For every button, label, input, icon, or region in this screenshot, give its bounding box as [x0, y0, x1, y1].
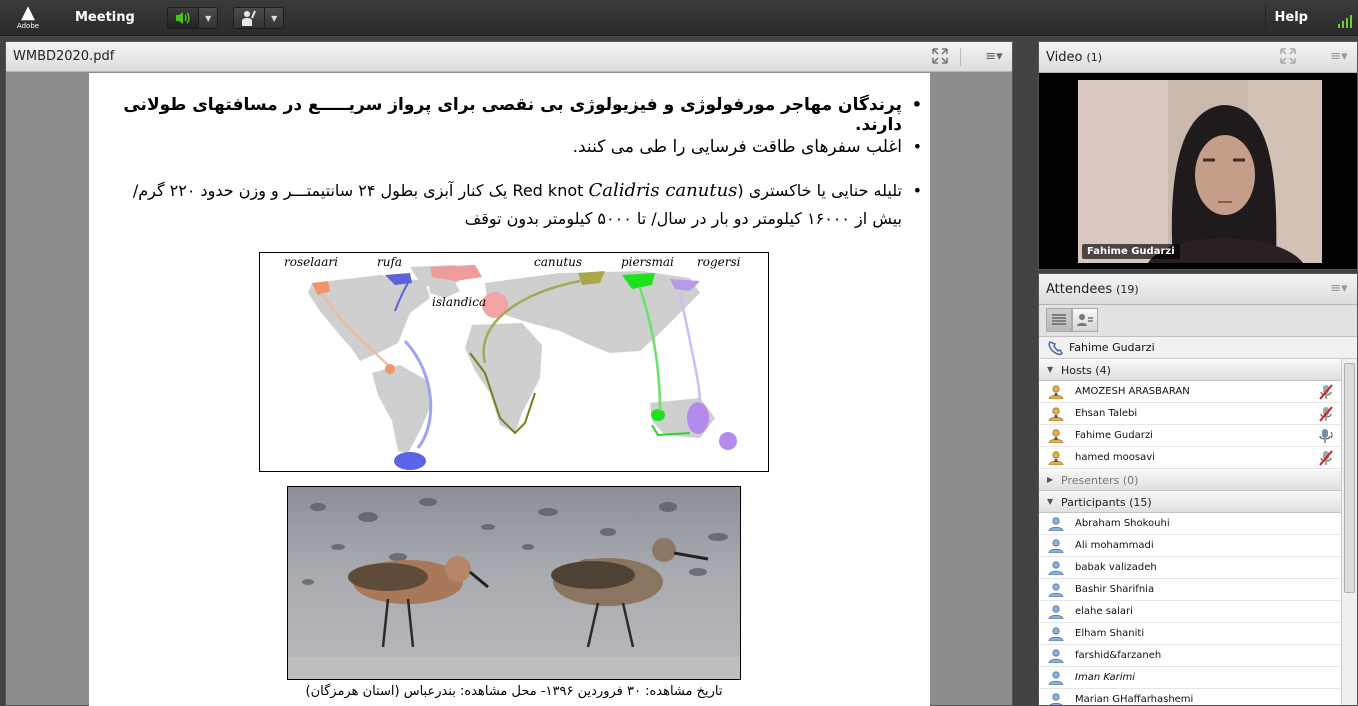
webcam-image [1078, 80, 1322, 263]
attendees-count: (19) [1116, 283, 1139, 296]
video-fullscreen-icon[interactable] [1279, 48, 1297, 66]
shorebird-photo-image [288, 487, 741, 680]
participant-name: farshid&farzaneh [1075, 650, 1162, 661]
slide-bullet-1: • پرندگان مهاجر مورفولوژی و فیزیولوژی بی نقصی برای پرواز سریـــــع در مسافتهای طولانی دارند. [123, 95, 922, 135]
webcam-feed [1078, 80, 1322, 263]
participant-user-icon [1048, 561, 1064, 575]
map-label-piersmai: piersmai [621, 255, 674, 269]
slide-bullet-3-post: یک کنار آبزی بطول ۲۴ سانتیمتـــر و وزن حدود ۲۲۰ گرم/ بیش از ۱۶۰۰۰ کیلومتر دو بار در سال/ تا ۵۰۰۰ کیلومتر بدون توقف [132, 181, 902, 228]
host-user-icon [1048, 451, 1064, 465]
participant-row[interactable] [1039, 689, 1341, 706]
share-pod-header [6, 42, 1012, 72]
participant-user-icon [1048, 517, 1064, 531]
list-view-button[interactable] [1046, 308, 1072, 332]
hosts-group-header[interactable] [1039, 359, 1341, 381]
attendee-list [1039, 359, 1341, 706]
adobe-logo-icon: ▲ [21, 2, 35, 23]
migration-map-figure [259, 252, 769, 472]
participant-user-icon [1048, 583, 1064, 597]
map-label-roselaari: roselaari [284, 255, 338, 269]
hosts-group-label: Hosts (4) [1061, 363, 1111, 377]
participant-user-icon [1048, 539, 1064, 553]
participant-row[interactable] [1039, 579, 1341, 601]
participant-name: Bashir Sharifnia [1075, 584, 1155, 595]
attendees-pod-title-text: Attendees [1046, 282, 1113, 297]
participants-list [1039, 513, 1341, 706]
speaker-dropdown-chevron-icon[interactable]: ▼ [205, 13, 212, 23]
expand-arrow-icon: ▼ [1047, 365, 1054, 374]
participant-name: Iman Karimi [1075, 672, 1136, 683]
speaker-toggle-button[interactable] [168, 8, 199, 28]
participants-group-label: Participants (15) [1061, 495, 1152, 509]
participant-row[interactable] [1039, 645, 1341, 667]
scrollbar-thumb[interactable] [1344, 363, 1355, 593]
photo-caption: تاریخ مشاهده: ۳۰ فروردین ۱۳۹۶- محل مشاهده: بندرعباس (استان هرمزگان) [305, 684, 723, 699]
microphone-muted-icon[interactable] [1319, 450, 1333, 466]
participant-name: elahe salari [1075, 606, 1133, 617]
microphone-muted-icon[interactable] [1319, 384, 1333, 400]
participant-row[interactable] [1039, 623, 1341, 645]
slide-bullet-1-text: پرندگان مهاجر مورفولوژی و فیزیولوژی بی نقصی برای پرواز سریـــــع در مسافتهای طولانی دارند. [123, 95, 902, 135]
map-label-canutus: canutus [534, 255, 583, 269]
host-row[interactable] [1039, 425, 1341, 447]
attendee-list-scrollbar[interactable] [1341, 359, 1357, 706]
microphone-on-icon[interactable] [1319, 428, 1333, 444]
participant-name: Elham Shaniti [1075, 628, 1145, 639]
video-pod-title [1046, 50, 1102, 65]
video-pod [1038, 41, 1358, 270]
menu-divider [1265, 6, 1266, 30]
attendees-options-menu-icon[interactable]: ≡▾ [1330, 281, 1348, 296]
share-pod-title: WMBD2020.pdf [13, 49, 115, 64]
microphone-muted-icon[interactable] [1319, 406, 1333, 422]
raise-hand-button[interactable] [234, 8, 265, 28]
header-divider [960, 48, 961, 66]
meeting-menu[interactable]: Meeting [75, 10, 135, 25]
map-label-rogersi: rogersi [697, 255, 741, 269]
world-map-image [260, 253, 769, 472]
raise-hand-control [233, 7, 284, 29]
host-user-icon [1048, 429, 1064, 443]
raise-hand-icon [240, 9, 258, 27]
red-knot-photo [287, 486, 741, 680]
slide-bullet-2: • اغلب سفرهای طاقت فرسایی را طی می کنند. [572, 137, 922, 157]
host-row[interactable] [1039, 381, 1341, 403]
pod-options-menu-icon[interactable]: ≡▾ [985, 49, 1003, 64]
video-pod-title-text: Video [1046, 50, 1083, 65]
participant-row[interactable] [1039, 513, 1341, 535]
share-pod [5, 41, 1013, 706]
host-name: Ehsan Talebi [1075, 408, 1138, 419]
raise-hand-dropdown-chevron-icon[interactable]: ▼ [271, 13, 278, 23]
top-menu-bar [0, 0, 1358, 36]
participant-row[interactable] [1039, 667, 1341, 689]
host-row[interactable] [1039, 403, 1341, 425]
attendees-pod-title [1046, 282, 1139, 297]
map-label-rufa: rufa [377, 255, 403, 269]
video-pod-options-menu-icon[interactable]: ≡▾ [1330, 49, 1348, 64]
hosts-list [1039, 381, 1341, 469]
connection-signal-icon [1338, 12, 1354, 28]
status-view-icon [1077, 313, 1093, 327]
host-row[interactable] [1039, 447, 1341, 469]
slide-bullet-2-text: اغلب سفرهای طاقت فرسایی را طی می کنند. [572, 137, 902, 157]
participant-name: babak valizadeh [1075, 562, 1157, 573]
adobe-logo [14, 4, 42, 32]
pdf-slide [89, 73, 930, 706]
participant-row[interactable] [1039, 601, 1341, 623]
participant-row[interactable] [1039, 535, 1341, 557]
attendees-pod [1038, 273, 1358, 706]
attendees-pod-header [1039, 274, 1357, 305]
participant-user-icon [1048, 693, 1064, 706]
video-pod-count: (1) [1086, 51, 1103, 64]
video-pod-header [1039, 42, 1357, 73]
expand-arrow-icon: ▼ [1047, 497, 1054, 506]
participant-row[interactable] [1039, 557, 1341, 579]
host-user-icon [1048, 385, 1064, 399]
host-name: hamed moosavi [1075, 452, 1155, 463]
participant-user-icon [1048, 627, 1064, 641]
participant-user-icon [1048, 671, 1064, 685]
presenters-group-header[interactable] [1039, 469, 1341, 491]
map-label-islandica: islandica [432, 295, 487, 309]
list-view-icon [1051, 313, 1067, 327]
participant-user-icon [1048, 605, 1064, 619]
presenter-name: Fahime Gudarzi [1069, 341, 1155, 354]
collapsed-arrow-icon: ▶ [1047, 475, 1054, 484]
host-name: AMOZESH ARASBARAN [1075, 386, 1190, 397]
adobe-logo-text: Adobe [16, 22, 40, 30]
attendees-view-toolbar [1039, 305, 1357, 337]
participants-group-header[interactable] [1039, 491, 1341, 513]
participant-user-icon [1048, 649, 1064, 663]
slide-bullet-3-latin: Calidris canutus [588, 180, 738, 201]
status-view-button[interactable] [1072, 308, 1098, 332]
webcam-name-label: Fahime Gudarzi [1082, 244, 1180, 259]
host-user-icon [1048, 407, 1064, 421]
participant-name: Marian GHaffarhashemi [1075, 694, 1194, 705]
speaker-control [167, 7, 218, 29]
slide-bullet-3: • تلیله حنایی یا خاکستری (Red knot Calidris canutus یک کنار آبزی بطول ۲۴ سانتیمتـــر و وزن حدود ۲۲۰ گرم/ بیش از ۱۶۰۰۰ کیلومتر دو بار در سال/ تا ۵۰۰۰ کیلومتر بدون توقف [132, 180, 922, 228]
presenter-row[interactable] [1039, 337, 1357, 359]
host-name: Fahime Gudarzi [1075, 430, 1153, 441]
phone-icon [1047, 340, 1063, 359]
participant-name: Ali mohammadi [1075, 540, 1154, 551]
participant-name: Abraham Shokouhi [1075, 518, 1170, 529]
speaker-icon [174, 10, 192, 26]
slide-bullet-3-pre: تلیله حنایی یا خاکستری (Red knot [512, 181, 902, 200]
presenters-group-label: Presenters (0) [1061, 473, 1139, 487]
fullscreen-icon[interactable] [931, 48, 949, 66]
help-menu[interactable]: Help [1274, 10, 1308, 25]
